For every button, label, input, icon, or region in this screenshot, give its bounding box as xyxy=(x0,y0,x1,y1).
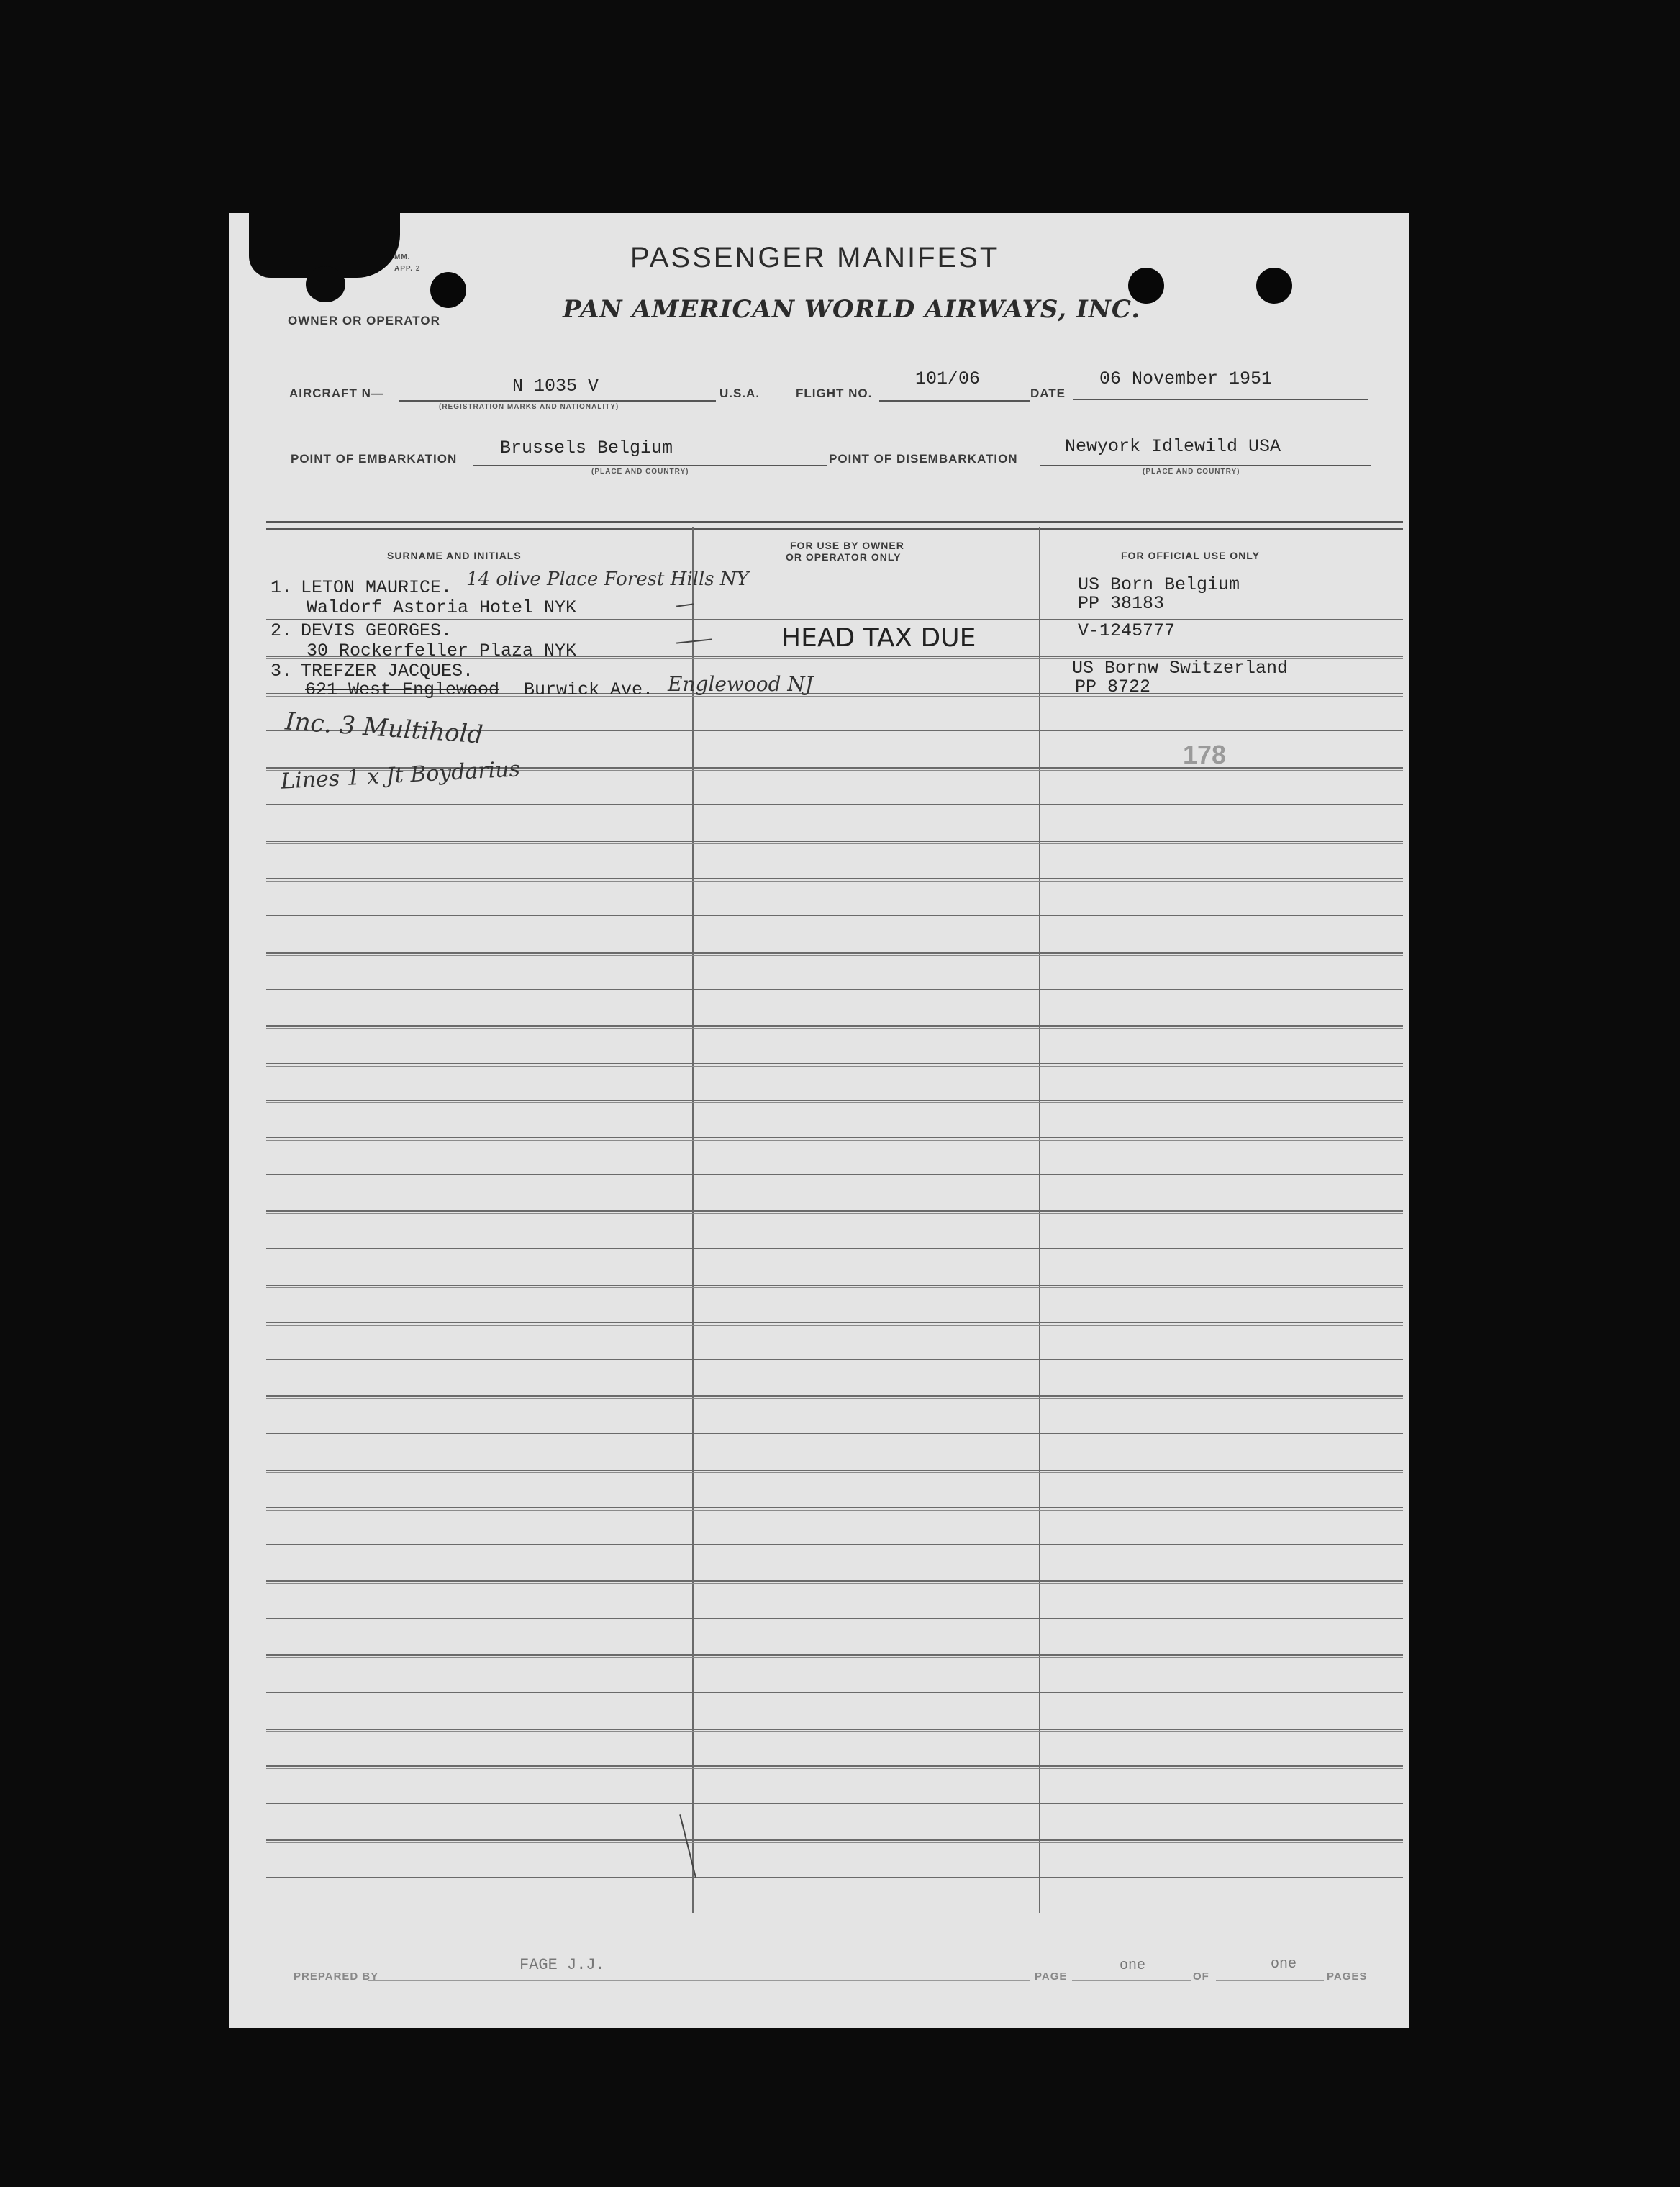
page-label: PAGE xyxy=(1035,1970,1068,1983)
disembarkation-value: Newyork Idlewild USA xyxy=(1065,436,1281,457)
ink-blot xyxy=(306,266,345,302)
ruled-row-line xyxy=(266,1472,1403,1473)
ruled-row-line xyxy=(266,1322,1403,1323)
ruled-row-line xyxy=(266,878,1403,879)
ruled-row-line xyxy=(266,1510,1403,1511)
manifest-sheet xyxy=(229,213,1409,2028)
ruled-row-line xyxy=(266,1140,1403,1141)
ruled-row-line xyxy=(266,1657,1403,1658)
form-code: APP. 2 xyxy=(394,265,421,273)
ruled-row-line xyxy=(266,1063,1403,1064)
ruled-row-line xyxy=(266,1287,1403,1288)
ruled-row-line xyxy=(266,1285,1403,1286)
ruled-row-line xyxy=(266,1729,1403,1730)
ruled-row-line xyxy=(266,1731,1403,1732)
ruled-row-line xyxy=(266,1325,1403,1326)
ruled-row-line xyxy=(266,1066,1403,1067)
ruled-row-line xyxy=(266,1839,1403,1841)
ruled-row-line xyxy=(266,1248,1403,1249)
usa-label: U.S.A. xyxy=(719,386,760,400)
aircraft-underline xyxy=(399,400,716,402)
aircraft-label: AIRCRAFT N— xyxy=(289,386,384,400)
embarkation-value: Brussels Belgium xyxy=(500,438,673,458)
disembarkation-sublabel: (PLACE AND COUNTRY) xyxy=(1143,468,1240,476)
handwritten-summary: Lines 1 x Jt Boydarius xyxy=(280,756,521,794)
official-note: US Born Belgium xyxy=(1078,574,1240,595)
ruled-row-line xyxy=(266,1580,1403,1582)
page-title: PASSENGER MANIFEST xyxy=(630,242,1000,273)
ruled-row-line xyxy=(266,1842,1403,1843)
ruled-row-line xyxy=(266,1470,1403,1471)
ruled-row-line xyxy=(266,1398,1403,1399)
ruled-row-line xyxy=(266,841,1403,842)
ruled-row-line xyxy=(266,1803,1403,1804)
passenger-address: 30 Rockerfeller Plaza NYK xyxy=(307,640,577,661)
ruled-row-line xyxy=(266,1877,1403,1878)
passenger-number: 2. xyxy=(271,620,293,641)
column-header-official: FOR OFFICIAL USE ONLY xyxy=(1121,550,1260,561)
ruled-row-line xyxy=(266,1433,1403,1434)
ruled-row-line xyxy=(266,1025,1403,1027)
column-header-surname: SURNAME AND INITIALS xyxy=(387,550,522,561)
header-rule xyxy=(266,521,1403,523)
passenger-name: DEVIS GEORGES. xyxy=(301,620,453,641)
aircraft-sublabel: (REGISTRATION MARKS AND NATIONALITY) xyxy=(439,403,619,411)
form-code: MM. xyxy=(394,253,411,261)
prepared-by-label: PREPARED BY xyxy=(294,1970,379,1983)
flight-underline xyxy=(879,400,1030,402)
official-note: PP 8722 xyxy=(1075,676,1151,697)
owner-label: OWNER OR OPERATOR xyxy=(288,314,440,327)
ruled-row-line xyxy=(266,1654,1403,1656)
passenger-address: Waldorf Astoria Hotel NYK xyxy=(307,597,577,618)
page-underline xyxy=(1072,1980,1191,1981)
header-rule xyxy=(266,528,1403,530)
prepared-by-value: FAGE J.J. xyxy=(519,1956,605,1974)
flight-label: FLIGHT NO. xyxy=(796,386,873,400)
ruled-row-line xyxy=(266,915,1403,916)
embarkation-sublabel: (PLACE AND COUNTRY) xyxy=(591,468,689,476)
punch-hole xyxy=(430,272,466,308)
ruled-row-line xyxy=(266,1213,1403,1214)
ruled-row-line xyxy=(266,1544,1403,1545)
ruled-row-line xyxy=(266,1028,1403,1029)
official-note: US Bornw Switzerland xyxy=(1072,658,1289,679)
stamp-number: 178 xyxy=(1183,740,1227,769)
ruled-row-line xyxy=(266,843,1403,844)
column-header-owner: OR OPERATOR ONLY xyxy=(786,551,902,563)
handwritten-summary: Inc. 3 Multihold xyxy=(283,707,484,750)
passenger-number: 1. xyxy=(271,577,293,598)
passenger-name: LETON MAURICE. xyxy=(301,577,453,598)
ruled-row-line xyxy=(266,989,1403,990)
handwritten-address: 14 olive Place Forest Hills NY xyxy=(466,569,749,590)
ruled-row-line xyxy=(266,881,1403,882)
disembarkation-underline xyxy=(1040,465,1371,466)
aircraft-value: N 1035 V xyxy=(512,376,599,397)
column-divider xyxy=(692,527,694,1913)
column-header-owner: FOR USE BY OWNER xyxy=(790,540,904,551)
ruled-row-line xyxy=(266,1395,1403,1397)
ruled-row-line xyxy=(266,1100,1403,1101)
passenger-address: Burwick Ave. xyxy=(524,679,654,700)
embarkation-underline xyxy=(473,465,827,466)
date-label: DATE xyxy=(1030,386,1066,400)
ruled-row-line xyxy=(266,1583,1403,1584)
ruled-row-line xyxy=(266,804,1403,805)
of-value: one xyxy=(1271,1956,1297,1973)
flight-value: 101/06 xyxy=(915,368,981,389)
official-note: V-1245777 xyxy=(1078,620,1176,641)
of-underline xyxy=(1216,1980,1324,1981)
ruled-row-line xyxy=(266,955,1403,956)
ruled-row-line xyxy=(266,1359,1403,1360)
ruled-row-line xyxy=(266,1768,1403,1769)
ruled-row-line xyxy=(266,1507,1403,1508)
page-value: one xyxy=(1120,1957,1146,1974)
company-name: PAN AMERICAN WORLD AIRWAYS, INC. xyxy=(563,295,1141,324)
ruled-row-line xyxy=(266,1618,1403,1619)
ruled-row-line xyxy=(266,1765,1403,1767)
ruled-row-line xyxy=(266,1137,1403,1138)
ruled-row-line xyxy=(266,1174,1403,1175)
official-note: PP 38183 xyxy=(1078,593,1165,614)
date-value: 06 November 1951 xyxy=(1099,368,1273,389)
struck-address: 621 West Englewood xyxy=(305,679,500,700)
passenger-name: TREFZER JACQUES. xyxy=(301,661,474,682)
ruled-row-line xyxy=(266,952,1403,954)
column-divider xyxy=(1039,527,1040,1913)
disembarkation-label: POINT OF DISEMBARKATION xyxy=(829,452,1018,466)
prepared-by-underline xyxy=(368,1980,1030,1981)
handwritten-address: Englewood NJ xyxy=(668,672,814,696)
punch-hole xyxy=(1256,268,1292,304)
embarkation-label: POINT OF EMBARKATION xyxy=(291,452,458,466)
pages-label: PAGES xyxy=(1327,1970,1368,1983)
passenger-number: 3. xyxy=(271,661,293,682)
date-underline xyxy=(1073,399,1368,400)
ruled-row-line xyxy=(266,1210,1403,1212)
head-tax-note: HEAD TAX DUE xyxy=(781,623,976,653)
ruled-row-line xyxy=(266,1692,1403,1693)
ruled-row-line xyxy=(266,1102,1403,1103)
of-label: OF xyxy=(1193,1970,1209,1983)
